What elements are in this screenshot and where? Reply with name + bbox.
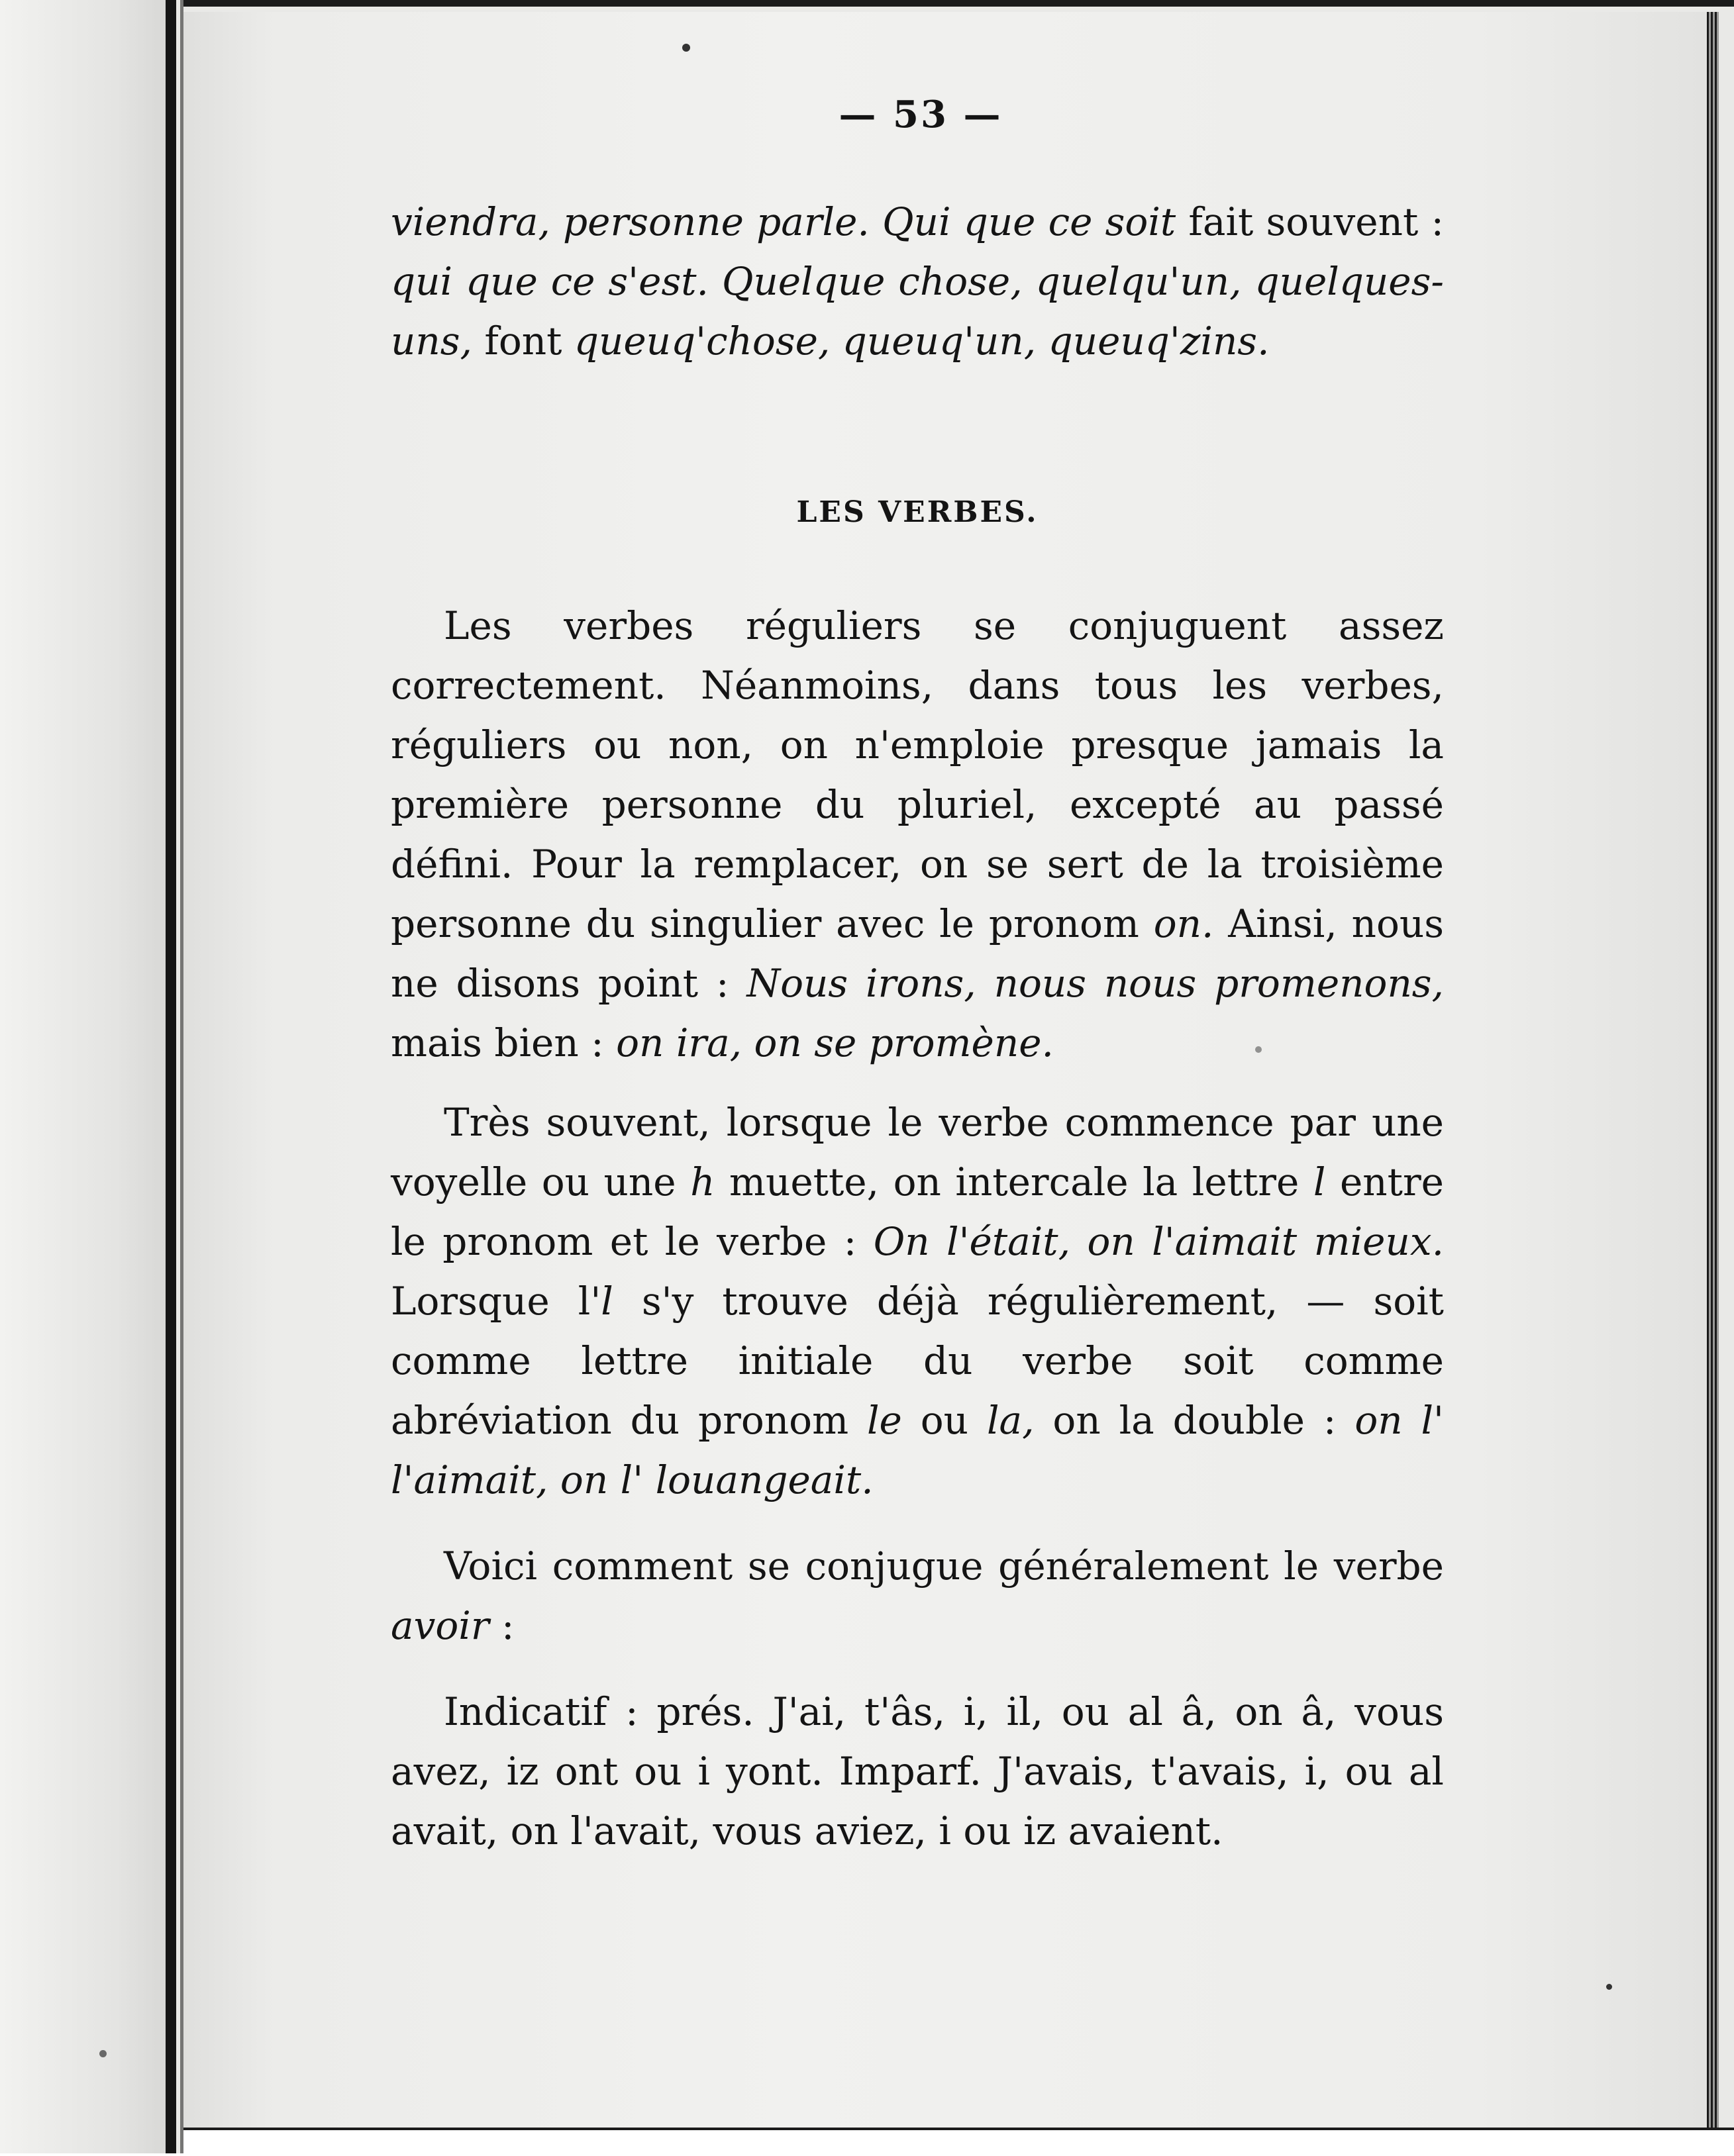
text-run: Voici comment se conjugue généralement le verbe xyxy=(444,1544,1444,1589)
italic-text: on. xyxy=(1153,901,1214,946)
paragraph-continuation xyxy=(391,192,1444,371)
text-run: Lorsque l' xyxy=(391,1279,601,1324)
paragraph-indicatif xyxy=(391,1682,1444,1861)
text-run: Indicatif : prés. J'ai, t'âs, i, il, ou al â, on â, vous avez, iz ont ou i yont. Imparf. J'avais, t'avais, i, ou al avait, on l'avait, vous aviez, i ou iz avaient. xyxy=(391,1689,1444,1853)
italic-text: h xyxy=(690,1159,715,1204)
text-run: on la double : xyxy=(1034,1398,1355,1443)
italic-text: la, xyxy=(986,1398,1035,1443)
italic-text: viendra, personne parle. Qui que ce soit xyxy=(391,199,1176,244)
facing-page-edge xyxy=(0,0,166,2153)
text-run: : xyxy=(489,1603,515,1648)
page-number: — 53 — xyxy=(839,93,1003,136)
page-top-border xyxy=(183,0,1734,7)
paragraph-letter-l xyxy=(391,1093,1444,1510)
text-run: ou xyxy=(901,1398,987,1443)
italic-text: on ira, on se promène. xyxy=(616,1020,1054,1065)
italic-text: l xyxy=(601,1279,613,1324)
text-run: mais bien : xyxy=(391,1020,617,1065)
text-run: Très souvent, lorsque le verbe commence par une voyelle ou une xyxy=(391,1100,1444,1204)
italic-text: avoir xyxy=(391,1603,489,1648)
scan-speck xyxy=(1606,1984,1612,1990)
text-run: font xyxy=(472,318,574,364)
text-run: entre le pronom et le verbe : xyxy=(391,1159,1444,1264)
italic-text: Nous irons, nous nous promenons, xyxy=(746,961,1444,1006)
page-bottom-border xyxy=(183,2128,1734,2156)
italic-text: qui que ce s'est. Quelque chose, quelqu'un, quelques-uns, xyxy=(391,259,1444,364)
italic-text: on l' l'aimait, on l' louangeait. xyxy=(391,1398,1444,1502)
italic-text: queuq'chose, queuq'un, queuq'zins. xyxy=(574,318,1270,364)
scan-speck xyxy=(99,2050,107,2057)
text-run: Les verbes réguliers se conjuguent assez correctement. Néanmoins, dans tous les verbes, réguliers ou non, on n'emploie presque jamais la première personne du pluriel, excepté au passé défini. Pour la remplacer, on se sert de la troisième personne du singulier avec le pronom xyxy=(391,603,1444,946)
book-gutter xyxy=(166,0,176,2153)
page-stack-edge xyxy=(1707,12,1719,2128)
scan-speck xyxy=(1255,1046,1262,1053)
text-run: s'y trouve déjà régulièrement, — soit comme lettre initiale du verbe soit comme abréviation du pronom xyxy=(391,1279,1444,1443)
italic-text: l xyxy=(1313,1159,1326,1204)
text-run: Ainsi, nous ne disons point : xyxy=(391,901,1445,1006)
paragraph-avoir-intro xyxy=(391,1536,1444,1655)
italic-text: le xyxy=(867,1398,902,1443)
scan-speck xyxy=(682,44,690,52)
italic-text: On l'était, on l'aimait mieux. xyxy=(873,1219,1445,1264)
text-run: fait souvent : xyxy=(1176,199,1445,244)
section-heading: LES VERBES. xyxy=(796,495,1039,529)
paragraph-regular-verbs xyxy=(391,596,1444,1073)
text-run: muette, on intercale la lettre xyxy=(715,1159,1313,1204)
